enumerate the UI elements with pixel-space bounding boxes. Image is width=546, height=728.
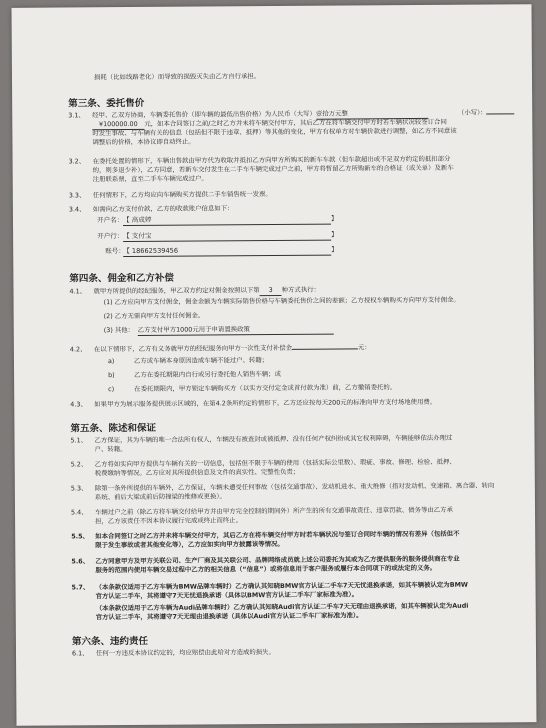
clause-4-1-text: [93, 286, 320, 298]
clause-3-1-text-b: （小写）：: [457, 108, 487, 117]
article-3-heading: 第三条、委托售价: [68, 97, 145, 110]
clause-4-1-text-b: 种方式执行：: [281, 285, 321, 294]
clause-5-4-number: 5.4、: [70, 508, 88, 517]
intro-tail-text: 损耗（比如线路老化）而导致的损毁灭失由乙方自行承担。: [93, 72, 261, 82]
clause-5-7-number: 5.7、: [71, 583, 90, 592]
clause-5-7-line-4: 官方认证二手车，其将遵守7天无理由退换承诺（具体以Audi官方认证二手车厂家标准为准）。: [95, 611, 363, 622]
bank-bracket: 】: [331, 230, 338, 239]
clause-3-2-line-1: 在委托处置的情形下，车辆出售款由甲方代为收取并抵扣乙方向甲方所购买的新车车款（但车款超出或不足双方约定的抵扣部分: [92, 154, 451, 166]
clause-5-7-line-3: （本条款仅适用于乙方车辆为Audi品牌车辆时）乙方确认其知晓Audi官方认证二手车7天无理由退换承诺，如其车辆被认定为Audi: [95, 601, 469, 613]
account-number-label: 账号：: [105, 247, 126, 256]
account-holder-value: 【 高成婷: [123, 214, 331, 226]
account-number-value: 【 18662539456: [123, 245, 331, 257]
item-a-marker: a): [107, 357, 115, 366]
clause-4-2-number: 4.2、: [69, 345, 87, 354]
clause-4-2-text: [94, 343, 371, 354]
item-c-text: 在委托期限内，甲方锁定车辆购买方（以实方交付定金或首付款为准）前，乙方撤销委托的。: [134, 383, 397, 393]
clause-3-3-text: 任何情形下，乙方均应向车辆购买方提供二手车销售统一发票。: [92, 190, 272, 200]
clause-4-2-text-a: 在以下情形下，乙方有义务就甲方的经纪服务向甲方一次性支付补偿金: [93, 343, 293, 354]
clause-5-5-number: 5.5、: [71, 532, 89, 541]
clause-5-3-line-1: 除第一条外所提供的车辆外，乙方保证，车辆未遭受任何事故（包括交通事故）、发动机进水、重大维修（指对发动机、变速箱、离合器、转向: [94, 481, 495, 493]
bank-value: 【 支付宝: [123, 230, 331, 242]
option-3-value: 乙方支付甲方1000元用于申请置换政策: [138, 324, 334, 336]
clause-5-2-line-1: 乙方将如实向甲方提供与车辆有关的一切信息，包括但不限于车辆的使用（包括实际公里数）、瑕疵、事故、修理、检验、抵押、: [94, 457, 456, 469]
clause-3-1-line-4: 调整后的价格，本协议即自动终止。: [92, 137, 195, 147]
option-3-label: (3) 其他：: [103, 325, 135, 335]
clause-5-6-line-1: 乙方同意甲方及甲方关联公司、生产厂商及其关联公司、品牌网络成员就上述公司委托为其或为乙方提供服务的服务提供商在专业: [95, 554, 460, 566]
option-2-text: (2) 乙方无需向甲方支付任何佣金。: [103, 311, 205, 321]
option-1-text: (1) 乙方应向甲方支付佣金，佣金金额为车辆实际销售价格与车辆委托售价之间的差额；乙方授权车辆购买方向甲方支付佣金。: [103, 295, 460, 307]
clause-5-3-line-2: 系统、前后大梁或前后防撞梁的维修或更换）。: [94, 492, 226, 502]
bank-label: 开户行：: [97, 232, 124, 241]
article-6-heading: 第六条、违约责任: [71, 635, 148, 648]
clause-4-3-text: 如果甲方为展示服务提供展示区域的，在第4.2条所约定的情形下，乙方还应按每天200元的标准向甲方支付场地使用费。: [94, 397, 437, 409]
clause-5-1-line-1: 乙方保证，其为车辆的唯一合法所有权人，车辆没有被查封或被抵押、没有任何产权纠纷或其它权利障碍，车辆能够依法办理过: [94, 433, 453, 445]
clause-5-7-line-2: 官方认证二手车，其将遵守7天无忧退换承诺（具体以BMW官方认证二手车厂家标准为准）。: [95, 590, 359, 601]
clause-5-7-line-1: （本条款仅适用于乙方车辆为BMW品牌车辆时）乙方确认其知晓BMW官方认证二手车7天无忧退换承诺，如其车辆被认定为BMW: [95, 580, 469, 592]
clause-3-1-text-a: 经甲、乙双方协商，车辆委托售价（即车辆的最低出售价格）为人民币（大写）: [92, 109, 316, 120]
clause-3-1-number: 3.1、: [68, 111, 85, 120]
clause-4-3-number: 4.3、: [70, 400, 87, 409]
clause-6-1-number: 6.1、: [71, 649, 89, 658]
clause-4-1-text-a: 就甲方所提供的经纪服务，甲乙双方约定对佣金按照以下第: [93, 286, 260, 296]
clause-5-6-number: 5.6、: [71, 557, 90, 566]
clause-5-4-line-2: 担，乙方该责任不因本协议履行完成或终止而终止。: [95, 516, 243, 526]
clause-5-2-line-2: 税费缴纳等情况。乙方应对其所提供信息及文件的真实性、完整性负责；: [94, 467, 300, 478]
clause-3-2-line-2: 的，则多退少补），乙方同意，若新车交付发生在二手车车辆完成过户之前，甲方将暂留乙方所购新车的合格证（或关单）及新车: [92, 163, 454, 175]
clause-3-3-number: 3.3、: [68, 191, 86, 200]
clause-3-2-line-3: 注册联系票，直至二手车车辆完成过户。: [92, 174, 208, 184]
clause-4-2-yuan: 元：: [357, 343, 371, 352]
clause-4-1-choice: 3: [260, 286, 282, 296]
clause-5-5-line-1: 如本合同签订之时乙方并未将车辆交付甲方，其后乙方在将车辆交付甲方时若车辆状况与签订合同时车辆的情况有差异（包括但不: [95, 529, 460, 541]
clause-6-1-text: 任何一方违反本协议约定的，均应赔偿由此给对方造成的损失。: [95, 648, 275, 658]
item-c-marker: c): [108, 385, 115, 394]
account-number-bracket: 】: [331, 245, 338, 254]
clause-3-1-upper-amount: 壹拾万元整: [316, 109, 428, 120]
clause-5-2-number: 5.2、: [70, 460, 88, 469]
account-holder-label: 开户名：: [96, 216, 124, 225]
clause-3-4-text: 如需向乙方支付价款，乙方的收款账户信息如下：: [92, 204, 234, 214]
item-b-marker: b): [108, 371, 115, 380]
clause-5-1-line-2: 户、转籍。: [94, 445, 127, 454]
clause-4-1-number: 4.1、: [69, 287, 87, 296]
clause-3-1-text-c: 元，如本合同签订之前/之时乙方并未将车辆交付甲方，其后乙方在将车辆交付甲方时若车辆状况较签订合同: [144, 117, 447, 128]
article-5-heading: 第五条、陈述和保证: [70, 422, 156, 435]
item-b-text: 乙方在委托期限内自行或另行委托他人销售车辆；或: [134, 369, 282, 379]
account-holder-bracket: 】: [330, 214, 338, 223]
item-a-text: 乙方或车辆本身原因造成车辆不能过户、转籍；: [133, 356, 269, 365]
clause-3-4-number: 3.4、: [68, 205, 86, 214]
clause-3-1-line-3: 时发生事故、与车辆有关的信息（包括但不限于违章、抵押）等其他的变化，甲方有权单方对车辆价款进行调整，如乙方不同意该: [92, 126, 457, 138]
clause-5-5-line-2: 限于发生事故或者其他变化等），乙方应如实向甲方披露该等情况。: [95, 539, 284, 550]
clause-5-3-number: 5.3、: [70, 484, 88, 493]
contract-page: [12, 4, 537, 726]
clause-3-2-number: 3.2、: [68, 157, 86, 166]
clause-5-6-line-2: 服务的范围内使用车辆交易过程中乙方的相关信息（“信息”）或将信息用于客户服务或履行本合同项下的或法定的义务。: [95, 563, 437, 575]
clause-3-1-lower-amount: ¥100000.00: [92, 120, 144, 130]
article-4-heading: 第四条、佣金和乙方补偿: [69, 272, 174, 285]
clause-5-1-number: 5.1、: [70, 436, 88, 445]
clause-5-4-line-1: 车辆过户之前（除乙方将车辆交付给甲方并由甲方完全控制的期间外）所产生的所有交通事故责任、违章罚款、债务等由乙方承: [94, 505, 453, 517]
